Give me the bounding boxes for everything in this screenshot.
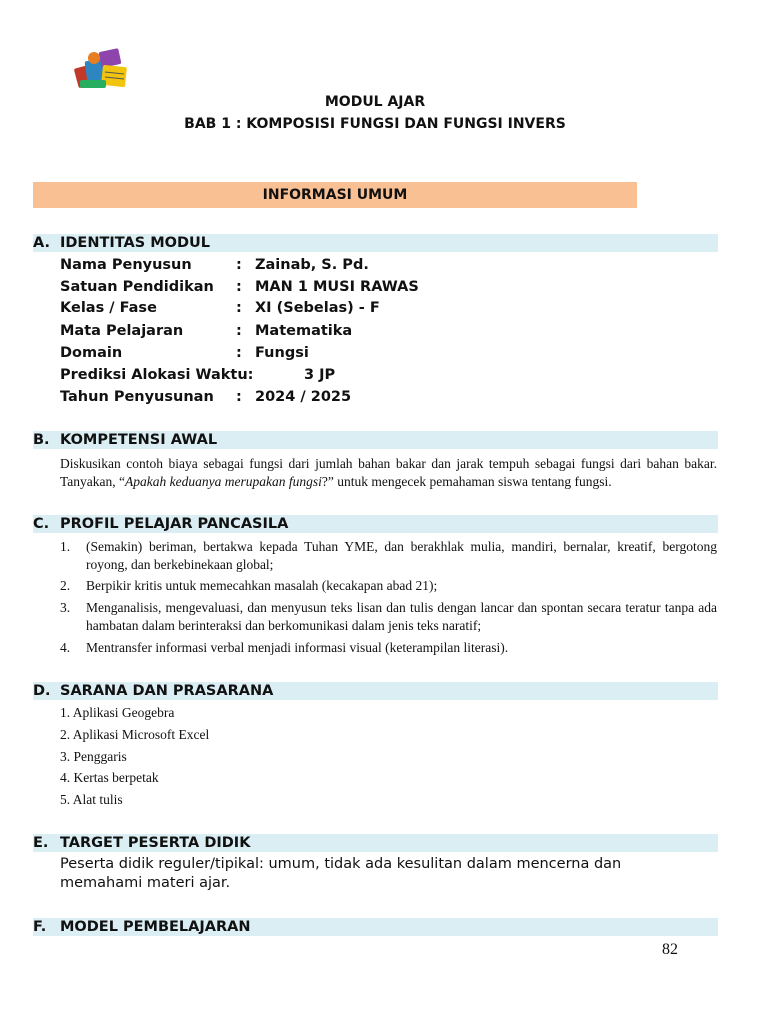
list-item: 5. Alat tulis bbox=[60, 792, 123, 807]
section-label: TARGET PESERTA DIDIK bbox=[60, 835, 251, 851]
identity-value: Matematika bbox=[255, 323, 353, 339]
identity-key: Domain bbox=[60, 345, 123, 361]
identity-colon: : bbox=[236, 279, 242, 295]
page-number: 82 bbox=[662, 941, 678, 958]
section-letter: E. bbox=[33, 835, 49, 851]
page-title: MODUL AJAR bbox=[324, 94, 426, 110]
paragraph-text: ?” untuk mengecek pemahaman siswa tentang fungsi. bbox=[321, 474, 612, 489]
target-paragraph: Peserta didik reguler/tipikal: umum, tidak ada kesulitan dalam mencerna dan memahami materi ajar. bbox=[60, 856, 622, 891]
identity-colon: : bbox=[236, 300, 242, 316]
section-label: MODEL PEMBELAJARAN bbox=[60, 919, 251, 935]
identity-value: Fungsi bbox=[255, 345, 309, 361]
identity-value: 3 JP bbox=[304, 367, 336, 383]
section-header-b bbox=[33, 431, 718, 449]
section-letter: A. bbox=[33, 235, 50, 251]
identity-key: Kelas / Fase bbox=[60, 300, 157, 316]
section-letter: B. bbox=[33, 432, 50, 448]
kompetensi-paragraph bbox=[60, 455, 717, 491]
list-number: 3. bbox=[60, 600, 71, 615]
list-number: 4. bbox=[60, 640, 71, 655]
identity-value: 2024 / 2025 bbox=[255, 389, 352, 405]
identity-colon: : bbox=[236, 323, 242, 339]
identity-colon: : bbox=[236, 345, 242, 361]
identity-key: Nama Penyusun bbox=[60, 257, 192, 273]
section-header-d bbox=[33, 682, 718, 700]
section-label: PROFIL PELAJAR PANCASILA bbox=[60, 516, 289, 532]
section-header-f bbox=[33, 918, 718, 936]
section-letter: D. bbox=[33, 683, 51, 699]
section-header-c bbox=[33, 515, 718, 533]
section-label: KOMPETENSI AWAL bbox=[60, 432, 218, 448]
section-letter: C. bbox=[33, 516, 50, 532]
list-number: 1. bbox=[60, 539, 71, 554]
identity-key: Tahun Penyusunan bbox=[60, 389, 214, 405]
chapter-title: BAB 1 : KOMPOSISI FUNGSI DAN FUNGSI INVERS bbox=[184, 116, 566, 132]
list-text: Menganalisis, mengevaluasi, dan menyusun teks lisan dan tulis dengan lancar dan spontan secara teratur tanpa ada hambatan dalam berinteraksi dan berkomunikasi dalam jenis teks naratif; bbox=[86, 600, 717, 633]
section-letter: F. bbox=[33, 919, 47, 935]
list-item: 4. Kertas berpetak bbox=[60, 770, 159, 785]
list-item: 2. Aplikasi Microsoft Excel bbox=[60, 727, 210, 742]
identity-key: Prediksi Alokasi Waktu: bbox=[60, 367, 254, 383]
identity-value: Zainab, S. Pd. bbox=[255, 257, 369, 273]
identity-value: XI (Sebelas) - F bbox=[255, 300, 380, 316]
section-header-a bbox=[33, 234, 718, 252]
list-text: Mentransfer informasi verbal menjadi informasi visual (keterampilan literasi). bbox=[86, 640, 509, 655]
section-label: IDENTITAS MODUL bbox=[60, 235, 211, 251]
paragraph-text: Diskusikan contoh biaya sebagai fungsi dari jumlah bahan bakar dan jarak tempuh sebagai fungsi dari bahan bakar. Tanyakan, “ bbox=[60, 456, 717, 489]
info-banner: INFORMASI UMUM bbox=[33, 182, 637, 208]
section-header-e bbox=[33, 834, 718, 852]
list-text: Berpikir kritis untuk memecahkan masalah (kecakapan abad 21); bbox=[86, 578, 438, 593]
list-item: 1. Aplikasi Geogebra bbox=[60, 705, 175, 720]
identity-colon: : bbox=[236, 257, 242, 273]
identity-colon: : bbox=[236, 389, 242, 405]
list-number: 2. bbox=[60, 578, 71, 593]
paragraph-italic: Apakah keduanya merupakan fungsi bbox=[125, 474, 322, 489]
list-text: (Semakin) beriman, bertakwa kepada Tuhan YME, dan berakhlak mulia, mandiri, bernalar, kreatif, bergotong royong, dan berkebinekaan global; bbox=[86, 539, 717, 572]
list-item: 3. Penggaris bbox=[60, 749, 127, 764]
identity-key: Mata Pelajaran bbox=[60, 323, 184, 339]
section-label: SARANA DAN PRASARANA bbox=[60, 683, 274, 699]
books-clipart-icon bbox=[72, 44, 132, 92]
identity-value: MAN 1 MUSI RAWAS bbox=[255, 279, 419, 295]
identity-key: Satuan Pendidikan bbox=[60, 279, 214, 295]
